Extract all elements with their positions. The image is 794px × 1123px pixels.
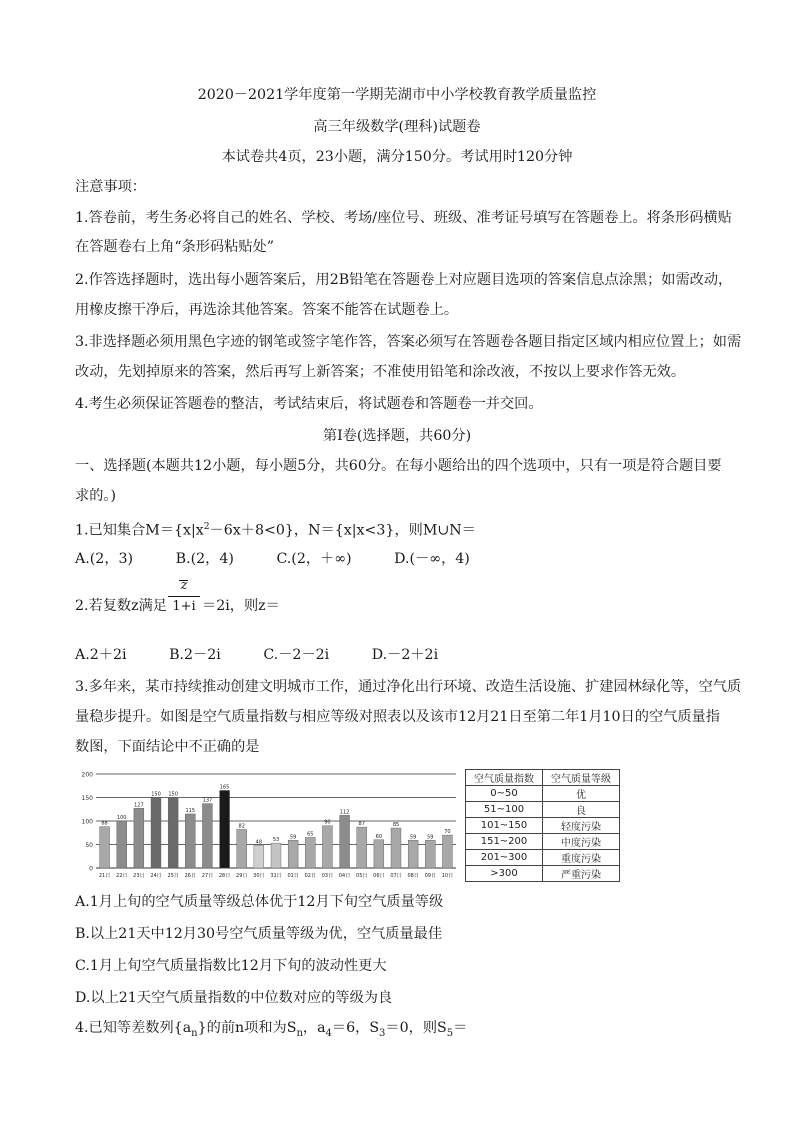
chart-y-tick-label: 150: [81, 795, 93, 802]
chart-bar: [237, 829, 247, 868]
chart-bar: [202, 804, 212, 868]
aqi-range: >300: [466, 866, 543, 882]
question-2-stem-a: 2.若复数z满足: [75, 598, 167, 614]
question-2-options: A.2＋2i B.2－2i C.－2－2i D.－2＋2i: [75, 647, 439, 663]
chart-bar: [288, 840, 298, 868]
notice-item-2-line-2: 用橡皮擦干净后，再选涂其他答案。答案不能答在试题卷上。: [75, 302, 459, 318]
chart-x-tick-label: 30日: [253, 873, 265, 879]
chart-x-tick-label: 07日: [390, 873, 402, 879]
chart-data-label: 70: [444, 829, 451, 836]
chart-x-tick-label: 22日: [116, 873, 128, 879]
notice-heading: 注意事项：: [75, 179, 146, 195]
q4-sub-n-2: n: [296, 1027, 303, 1039]
chart-y-tick-label: 100: [81, 818, 93, 826]
chart-data-label: 87: [358, 821, 365, 828]
chart-bar: [340, 815, 350, 868]
q4-part-b: }的前n项和为S: [197, 1020, 297, 1036]
q2-fraction-bar: [168, 596, 200, 597]
question-3-line-2: 量稳步提升。如图是空气质量指数与相应等级对照表以及该市12月21日至第二年1月10日的空气质量指: [75, 709, 720, 725]
chart-x-tick-label: 08日: [407, 873, 419, 879]
q2-conjugate-bar: [179, 580, 188, 581]
q4-part-d: ＝6，S: [331, 1020, 380, 1036]
chart-x-tick-label: 03日: [321, 873, 334, 879]
q1-stem-part-a: 1.已知集合M＝{x|x: [75, 522, 204, 539]
q4-sub-5: 5: [446, 1027, 454, 1039]
exam-subtitle: 高三年级数学(理科)试题卷: [313, 119, 481, 135]
chart-bar: [151, 798, 161, 869]
aqi-range: 51~100: [466, 802, 543, 818]
question-3-option-a: A.1月上旬的空气质量等级总体优于12月下旬空气质量等级: [75, 894, 444, 910]
question-1-options: A.(2，3) B.(2，4) C.(2，＋∞) D.(－∞，4): [75, 551, 470, 567]
q2-fraction: [168, 578, 200, 615]
aqi-level: 严重污染: [543, 866, 620, 882]
notice-item-2-line-1: 2.作答选择题时，选出每小题答案后，用2B铅笔在答题卷上对应题目选项的答案信息点涂黑；如需改动，: [75, 272, 733, 288]
chart-bar: [442, 835, 452, 868]
question-3-line-1: 3.多年来，某市持续推动创建文明城市工作，通过净化出行环境、改造生活设施、扩建园林绿化等，空气质: [75, 679, 742, 695]
notice-item-3-line-1: 3.非选择题必须用黑色字迹的钢笔或签字笔作答，答案必须写在答题卷各题目指定区域内相应位置上；如需: [75, 334, 742, 350]
chart-data-label: 112: [339, 809, 350, 816]
aqi-range: 0~50: [466, 786, 543, 802]
aqi-range: 101~150: [466, 818, 543, 834]
aqi-table-header-level: 空气质量等级: [543, 770, 620, 786]
chart-data-label: 88: [101, 820, 108, 827]
aqi-level: 优: [543, 786, 620, 802]
chart-data-label: 59: [409, 834, 417, 841]
aqi-level: 良: [543, 802, 620, 818]
q2-fraction-numerator: z: [180, 578, 188, 593]
exam-title: 2020－2021学年度第一学期芜湖市中小学校教育教学质量监控: [197, 87, 597, 103]
aqi-table-row: [466, 834, 620, 850]
aqi-range: 201~300: [466, 850, 543, 866]
q4-part-a: 4.已知等差数列{a: [75, 1020, 192, 1036]
question-3-line-3: 数图，下面结论中不正确的是: [75, 739, 260, 755]
chart-bar: [100, 827, 110, 868]
chart-bar: [374, 840, 384, 868]
aqi-level: 轻度污染: [543, 818, 620, 834]
chart-bar: [322, 826, 332, 868]
section-intro-line-2: 求的。): [75, 488, 116, 504]
chart-data-label: 65: [307, 831, 314, 838]
chart-x-tick-label: 28日: [218, 873, 231, 879]
chart-bar: [408, 840, 418, 868]
chart-data-label: 137: [202, 797, 213, 804]
chart-x-tick-label: 26日: [184, 873, 196, 879]
chart-x-tick-label: 01日: [287, 873, 299, 879]
aqi-level: 重度污染: [543, 850, 620, 866]
chart-data-label: 115: [185, 807, 196, 814]
notice-item-4: 4.考生必须保证答题卷的整洁，考试结束后，将试题卷和答题卷一并交回。: [75, 396, 543, 412]
chart-y-tick-label: 0: [89, 865, 93, 873]
q4-sub-n-1: n: [191, 1027, 198, 1039]
chart-data-label: 127: [134, 802, 144, 809]
chart-bar: [271, 843, 281, 868]
chart-data-label: 53: [272, 837, 280, 844]
chart-x-tick-label: 04日: [338, 873, 351, 879]
q2-fraction-denominator: 1+i: [172, 599, 196, 614]
aqi-level-table: [465, 769, 620, 882]
notice-item-1-line-1: 1.答卷前，考生务必将自己的姓名、学校、考场/座位号、班级、准考证号填写在答题卷上。将条形码横贴: [75, 210, 732, 226]
chart-x-tick-label: 05日: [356, 873, 368, 879]
chart-x-tick-label: 27日: [201, 873, 214, 879]
notice-item-1-line-2: 在答题卷右上角“条形码粘贴处”: [75, 239, 274, 255]
q4-part-c: ，a: [302, 1020, 326, 1036]
question-3-option-d: D.以上21天空气质量指数的中位数对应的等级为良: [75, 990, 393, 1006]
chart-data-label: 90: [324, 819, 331, 826]
aqi-range: 151~200: [466, 834, 543, 850]
chart-bar: [220, 790, 230, 868]
chart-y-tick-label: 200: [81, 771, 93, 779]
chart-x-tick-label: 29日: [236, 873, 248, 879]
chart-data-label: 82: [238, 823, 245, 830]
q1-stem-part-b: －6x＋8<0}，N＝{x|x<3}，则M∪N＝: [209, 522, 476, 539]
chart-y-tick-label: 50: [85, 842, 93, 849]
chart-x-tick-label: 09日: [424, 873, 436, 879]
chart-data-label: 150: [168, 791, 178, 798]
q4-sub-4: 4: [325, 1027, 332, 1039]
chart-data-label: 48: [255, 839, 263, 846]
aqi-table-header-index: 空气质量指数: [466, 770, 543, 786]
chart-bar: [254, 845, 264, 868]
chart-bar: [168, 798, 178, 869]
chart-data-label: 100: [116, 815, 127, 821]
chart-data-label: 60: [375, 833, 383, 840]
aqi-bar-chart: [78, 768, 458, 888]
q1-exponent: 2: [203, 522, 210, 532]
aqi-table-row: [466, 786, 620, 802]
q4-sub-3: 3: [379, 1027, 386, 1039]
chart-x-tick-label: 02日: [304, 873, 316, 879]
q4-part-e: ＝0，则S: [385, 1020, 447, 1036]
chart-x-tick-label: 21日: [98, 873, 111, 879]
chart-bar: [117, 821, 127, 868]
question-3-option-b: B.以上21天中12月30号空气质量等级为优，空气质量最佳: [75, 926, 443, 942]
chart-data-label: 59: [289, 834, 297, 841]
question-1-stem: [75, 517, 476, 541]
chart-bar: [391, 828, 401, 868]
chart-x-tick-label: 25日: [167, 873, 179, 879]
q4-part-f: ＝: [453, 1020, 468, 1036]
aqi-level: 中度污染: [543, 834, 620, 850]
aqi-table-row: [466, 818, 620, 834]
chart-bar: [305, 837, 315, 868]
question-4-stem: [75, 1018, 467, 1044]
aqi-table-row: [466, 802, 620, 818]
question-3-option-c: C.1月上旬空气质量指数比12月下旬的波动性更大: [75, 958, 387, 974]
chart-bar: [357, 827, 367, 868]
chart-bar: [134, 808, 144, 868]
chart-data-label: 59: [427, 834, 434, 841]
chart-bar: [185, 814, 195, 868]
aqi-table-header-row: [466, 770, 620, 786]
chart-bar: [425, 840, 435, 868]
chart-data-label: 85: [392, 822, 400, 829]
aqi-table-row: [466, 850, 620, 866]
question-2-stem-b: ＝2i，则z＝: [202, 598, 280, 614]
section-title: 第I卷(选择题，共60分): [322, 428, 472, 444]
chart-x-tick-label: 10日: [441, 873, 454, 879]
aqi-table-row: [466, 866, 620, 882]
exam-info: 本试卷共4页，23小题，满分150分。考试用时120分钟: [221, 149, 573, 165]
notice-item-3-line-2: 改动，先划掉原来的答案，然后再写上新答案；不准使用铅笔和涂改液，不按以上要求作答无效。: [75, 364, 686, 380]
chart-x-tick-label: 23日: [133, 873, 145, 879]
chart-x-tick-label: 24日: [150, 873, 162, 879]
chart-x-tick-label: 06日: [373, 873, 385, 879]
chart-data-label: 165: [219, 784, 230, 791]
chart-x-tick-label: 31日: [270, 873, 282, 879]
chart-data-label: 150: [151, 791, 161, 798]
section-intro-line-1: 一、选择题(本题共12小题，每小题5分，共60分。在每小题给出的四个选项中，只有一项是符合题目要: [75, 458, 722, 474]
